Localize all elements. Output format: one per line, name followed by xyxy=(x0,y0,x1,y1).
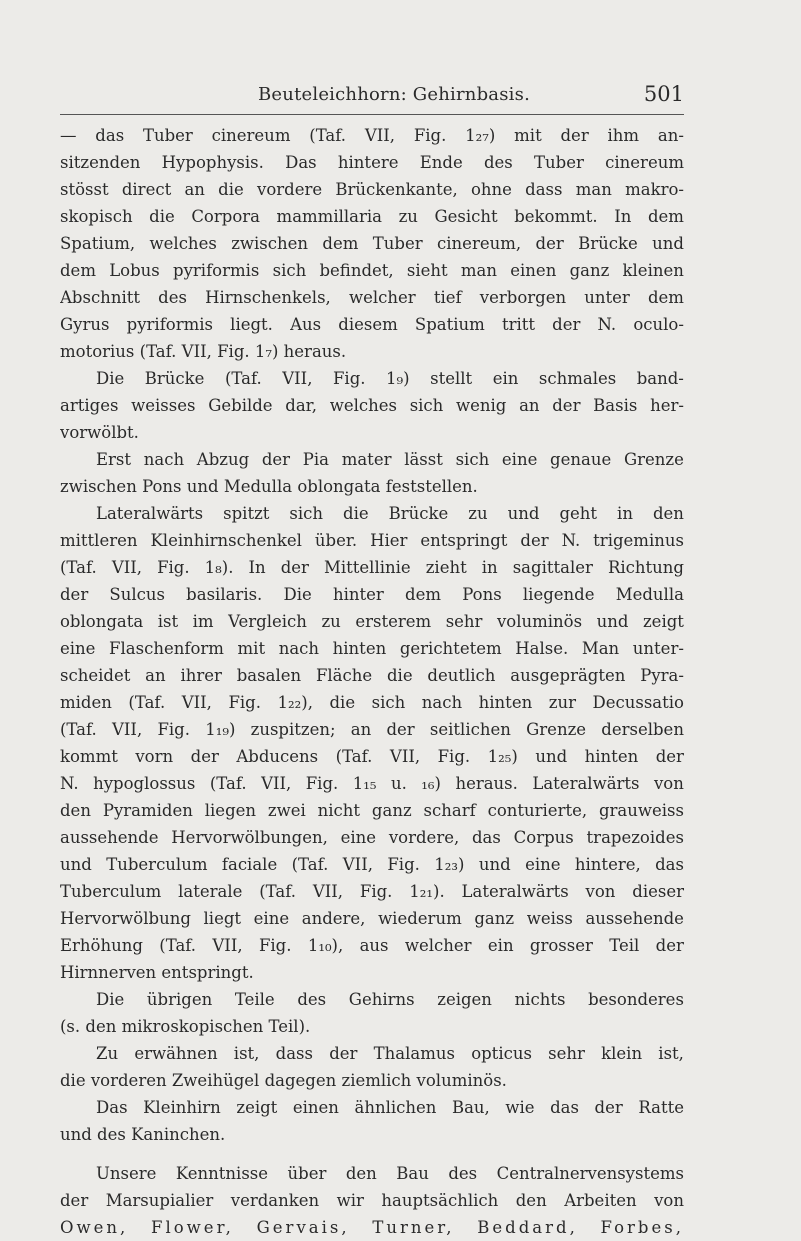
text-line: Erst nach Abzug der Pia mater lässt sich eine genaue Grenze xyxy=(96,450,684,469)
text-line: N. hypoglossus (Taf. VII, Fig. 1₁₅ u. ₁₆) heraus. Lateralwärts von xyxy=(60,774,684,793)
text-line: Die übrigen Teile des Gehirns zeigen nichts besonderes xyxy=(96,990,684,1009)
paragraph xyxy=(60,365,684,446)
paragraph xyxy=(60,1160,684,1241)
text-line: Owen, Flower, Gervais, Turner, Beddard, Forbes, xyxy=(60,1218,684,1237)
text-line: stösst direct an die vordere Brückenkante, ohne dass man makro- xyxy=(60,180,684,199)
paragraph xyxy=(60,986,684,1040)
text-line: Tuberculum laterale (Taf. VII, Fig. 1₂₁). Lateralwärts von dieser xyxy=(60,882,684,901)
text-line: Unsere Kenntnisse über den Bau des Centralnervensystems xyxy=(96,1164,684,1183)
text-line: vorwölbt. xyxy=(60,423,139,442)
text-line: scheidet an ihrer basalen Fläche die deutlich ausgeprägten Pyra- xyxy=(60,666,684,685)
text-line: Hervorwölbung liegt eine andere, wiederum ganz weiss aussehende xyxy=(60,909,684,928)
text-line: Die Brücke (Taf. VII, Fig. 1₉) stellt ein schmales band- xyxy=(96,369,684,388)
text-line: Abschnitt des Hirnschenkels, welcher tief verborgen unter dem xyxy=(60,288,684,307)
paragraph-gap xyxy=(60,1148,684,1160)
text-line: motorius (Taf. VII, Fig. 1₇) heraus. xyxy=(60,342,347,361)
text-line: Erhöhung (Taf. VII, Fig. 1₁₀), aus welcher ein grosser Teil der xyxy=(60,936,684,955)
text-line: Hirnnerven entspringt. xyxy=(60,963,254,982)
text-line: aussehende Hervorwölbungen, eine vordere, das Corpus trapezoides xyxy=(60,828,684,847)
text-line: oblongata ist im Vergleich zu ersterem sehr voluminös und zeigt xyxy=(60,612,684,631)
text-line: (Taf. VII, Fig. 1₈). In der Mittellinie zieht in sagittaler Richtung xyxy=(60,558,684,577)
text-line: die vorderen Zweihügel dagegen ziemlich voluminös. xyxy=(60,1071,507,1090)
text-line: Lateralwärts spitzt sich die Brücke zu und geht in den xyxy=(96,504,684,523)
text-line: Das Kleinhirn zeigt einen ähnlichen Bau, wie das der Ratte xyxy=(96,1098,684,1117)
text-line: und Tuberculum faciale (Taf. VII, Fig. 1₂₃) und eine hintere, das xyxy=(60,855,684,874)
text-line: den Pyramiden liegen zwei nicht ganz scharf conturierte, grauweiss xyxy=(60,801,684,820)
text-line: Spatium, welches zwischen dem Tuber cinereum, der Brücke und xyxy=(60,234,684,253)
text-line: zwischen Pons und Medulla oblongata feststellen. xyxy=(60,477,478,496)
running-header xyxy=(60,84,684,115)
text-line: Zu erwähnen ist, dass der Thalamus opticus sehr klein ist, xyxy=(96,1044,684,1063)
paragraph xyxy=(60,1040,684,1094)
body-text xyxy=(60,122,684,1241)
header-title: Beuteleichhorn: Gehirnbasis. xyxy=(258,84,530,105)
paragraph xyxy=(60,446,684,500)
text-line: — das Tuber cinereum (Taf. VII, Fig. 1₂₇) mit der ihm an- xyxy=(60,126,684,145)
text-line: (s. den mikroskopischen Teil). xyxy=(60,1017,311,1036)
page-number: 501 xyxy=(643,82,684,106)
text-line: dem Lobus pyriformis sich befindet, sieht man einen ganz kleinen xyxy=(60,261,684,280)
text-line: mittleren Kleinhirnschenkel über. Hier entspringt der N. trigeminus xyxy=(60,531,684,550)
text-line: der Sulcus basilaris. Die hinter dem Pons liegende Medulla xyxy=(60,585,684,604)
paragraph xyxy=(60,500,684,986)
text-line: eine Flaschenform mit nach hinten gerichtetem Halse. Man unter- xyxy=(60,639,684,658)
text-line: (Taf. VII, Fig. 1₁₉) zuspitzen; an der seitlichen Grenze derselben xyxy=(60,720,684,739)
paragraph xyxy=(60,122,684,365)
text-line: sitzenden Hypophysis. Das hintere Ende des Tuber cinereum xyxy=(60,153,684,172)
text-line: der Marsupialier verdanken wir hauptsächlich den Arbeiten von xyxy=(60,1191,684,1210)
text-line: Gyrus pyriformis liegt. Aus diesem Spatium tritt der N. oculo- xyxy=(60,315,684,334)
text-line: miden (Taf. VII, Fig. 1₂₂), die sich nach hinten zur Decussatio xyxy=(60,693,684,712)
text-line: artiges weisses Gebilde dar, welches sich wenig an der Basis her- xyxy=(60,396,684,415)
paragraph xyxy=(60,1094,684,1148)
text-line: und des Kaninchen. xyxy=(60,1125,226,1144)
text-line: kommt vorn der Abducens (Taf. VII, Fig. 1₂₅) und hinten der xyxy=(60,747,684,766)
text-line: skopisch die Corpora mammillaria zu Gesicht bekommt. In dem xyxy=(60,207,684,226)
